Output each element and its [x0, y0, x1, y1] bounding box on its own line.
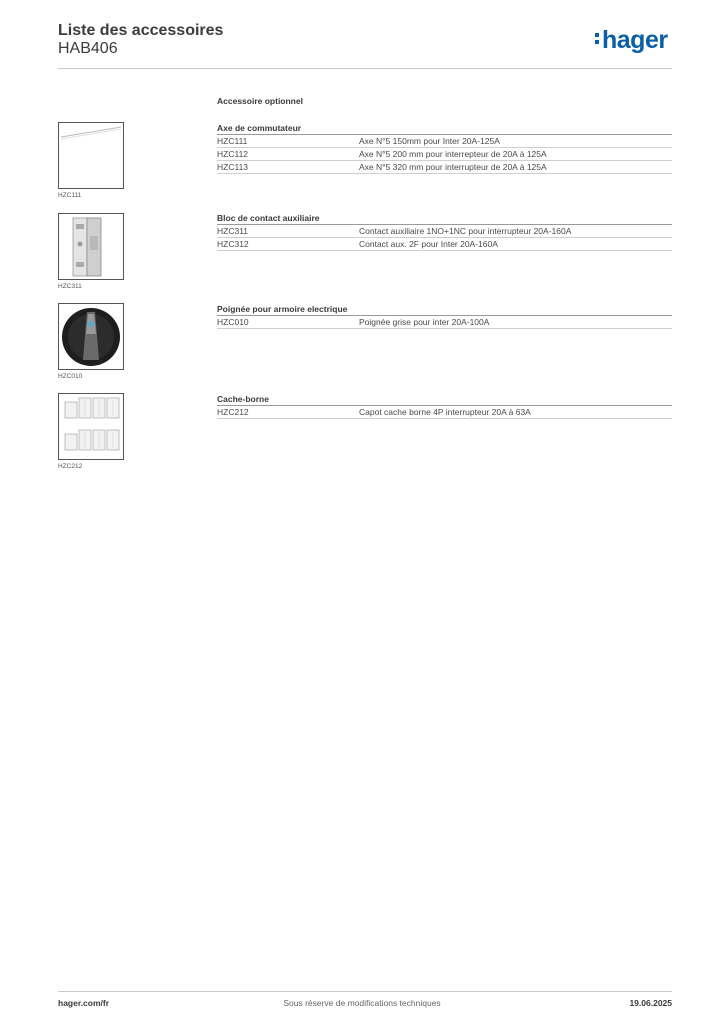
product-reference: HAB406 — [58, 40, 118, 57]
article-description: Axe N°5 200 mm pour interrepteur de 20A à 125A — [359, 149, 547, 159]
handle-image — [58, 303, 124, 370]
hager-logo — [595, 26, 668, 55]
group-title: Axe de commutateur — [217, 122, 672, 135]
article-code: HZC111 — [217, 136, 248, 146]
group-title: Poignée pour armoire electrique — [217, 303, 672, 316]
article-description: Contact aux. 2F pour Inter 20A-160A — [359, 239, 498, 249]
table-row — [217, 148, 672, 161]
terminal-cover-image — [58, 393, 124, 460]
footer-date: 19.06.2025 — [629, 998, 672, 1008]
article-description: Axe N°5 150mm pour Inter 20A-125A — [359, 136, 500, 146]
page-title: Liste des accessoires — [58, 22, 224, 39]
table-row — [217, 225, 672, 238]
article-description: Contact auxiliaire 1NO+1NC pour interrupteur 20A-160A — [359, 226, 572, 236]
article-code: HZC010 — [217, 317, 249, 327]
header-divider — [58, 68, 672, 69]
image-caption: HZC311 — [58, 283, 82, 290]
shaft-axis-image — [58, 122, 124, 189]
article-code: HZC212 — [217, 407, 249, 417]
accessory-group-shaft — [217, 122, 672, 174]
article-description: Axe N°5 320 mm pour interrupteur de 20A à 125A — [359, 162, 547, 172]
logo-dots-icon — [595, 33, 600, 47]
footer-divider — [58, 991, 672, 992]
footer-notice: Sous réserve de modifications techniques — [283, 998, 441, 1008]
table-row — [217, 135, 672, 148]
article-description: Capot cache borne 4P interrupteur 20A à 63A — [359, 407, 531, 417]
table-row — [217, 238, 672, 251]
footer-website-link[interactable]: hager.com/fr — [58, 998, 110, 1008]
image-caption: HZC010 — [58, 373, 83, 380]
accessory-group-aux-contact — [217, 212, 672, 251]
image-caption: HZC212 — [58, 463, 83, 470]
article-code: HZC112 — [217, 149, 249, 159]
table-row — [217, 406, 672, 419]
accessory-group-handle — [217, 303, 672, 329]
table-row — [217, 161, 672, 174]
article-description: Poignée grise pour inter 20A-100A — [359, 317, 490, 327]
group-title: Cache-borne — [217, 393, 672, 406]
table-row — [217, 316, 672, 329]
auxiliary-contact-image — [58, 213, 124, 280]
accessory-group-terminal-cover — [217, 393, 672, 419]
group-title: Bloc de contact auxiliaire — [217, 212, 672, 225]
section-heading: Accessoire optionnel — [217, 96, 303, 106]
article-code: HZC113 — [217, 162, 249, 172]
image-caption: HZC111 — [58, 192, 82, 199]
article-code: HZC312 — [217, 239, 249, 249]
logo-text: hager — [602, 26, 668, 54]
article-code: HZC311 — [217, 226, 249, 236]
